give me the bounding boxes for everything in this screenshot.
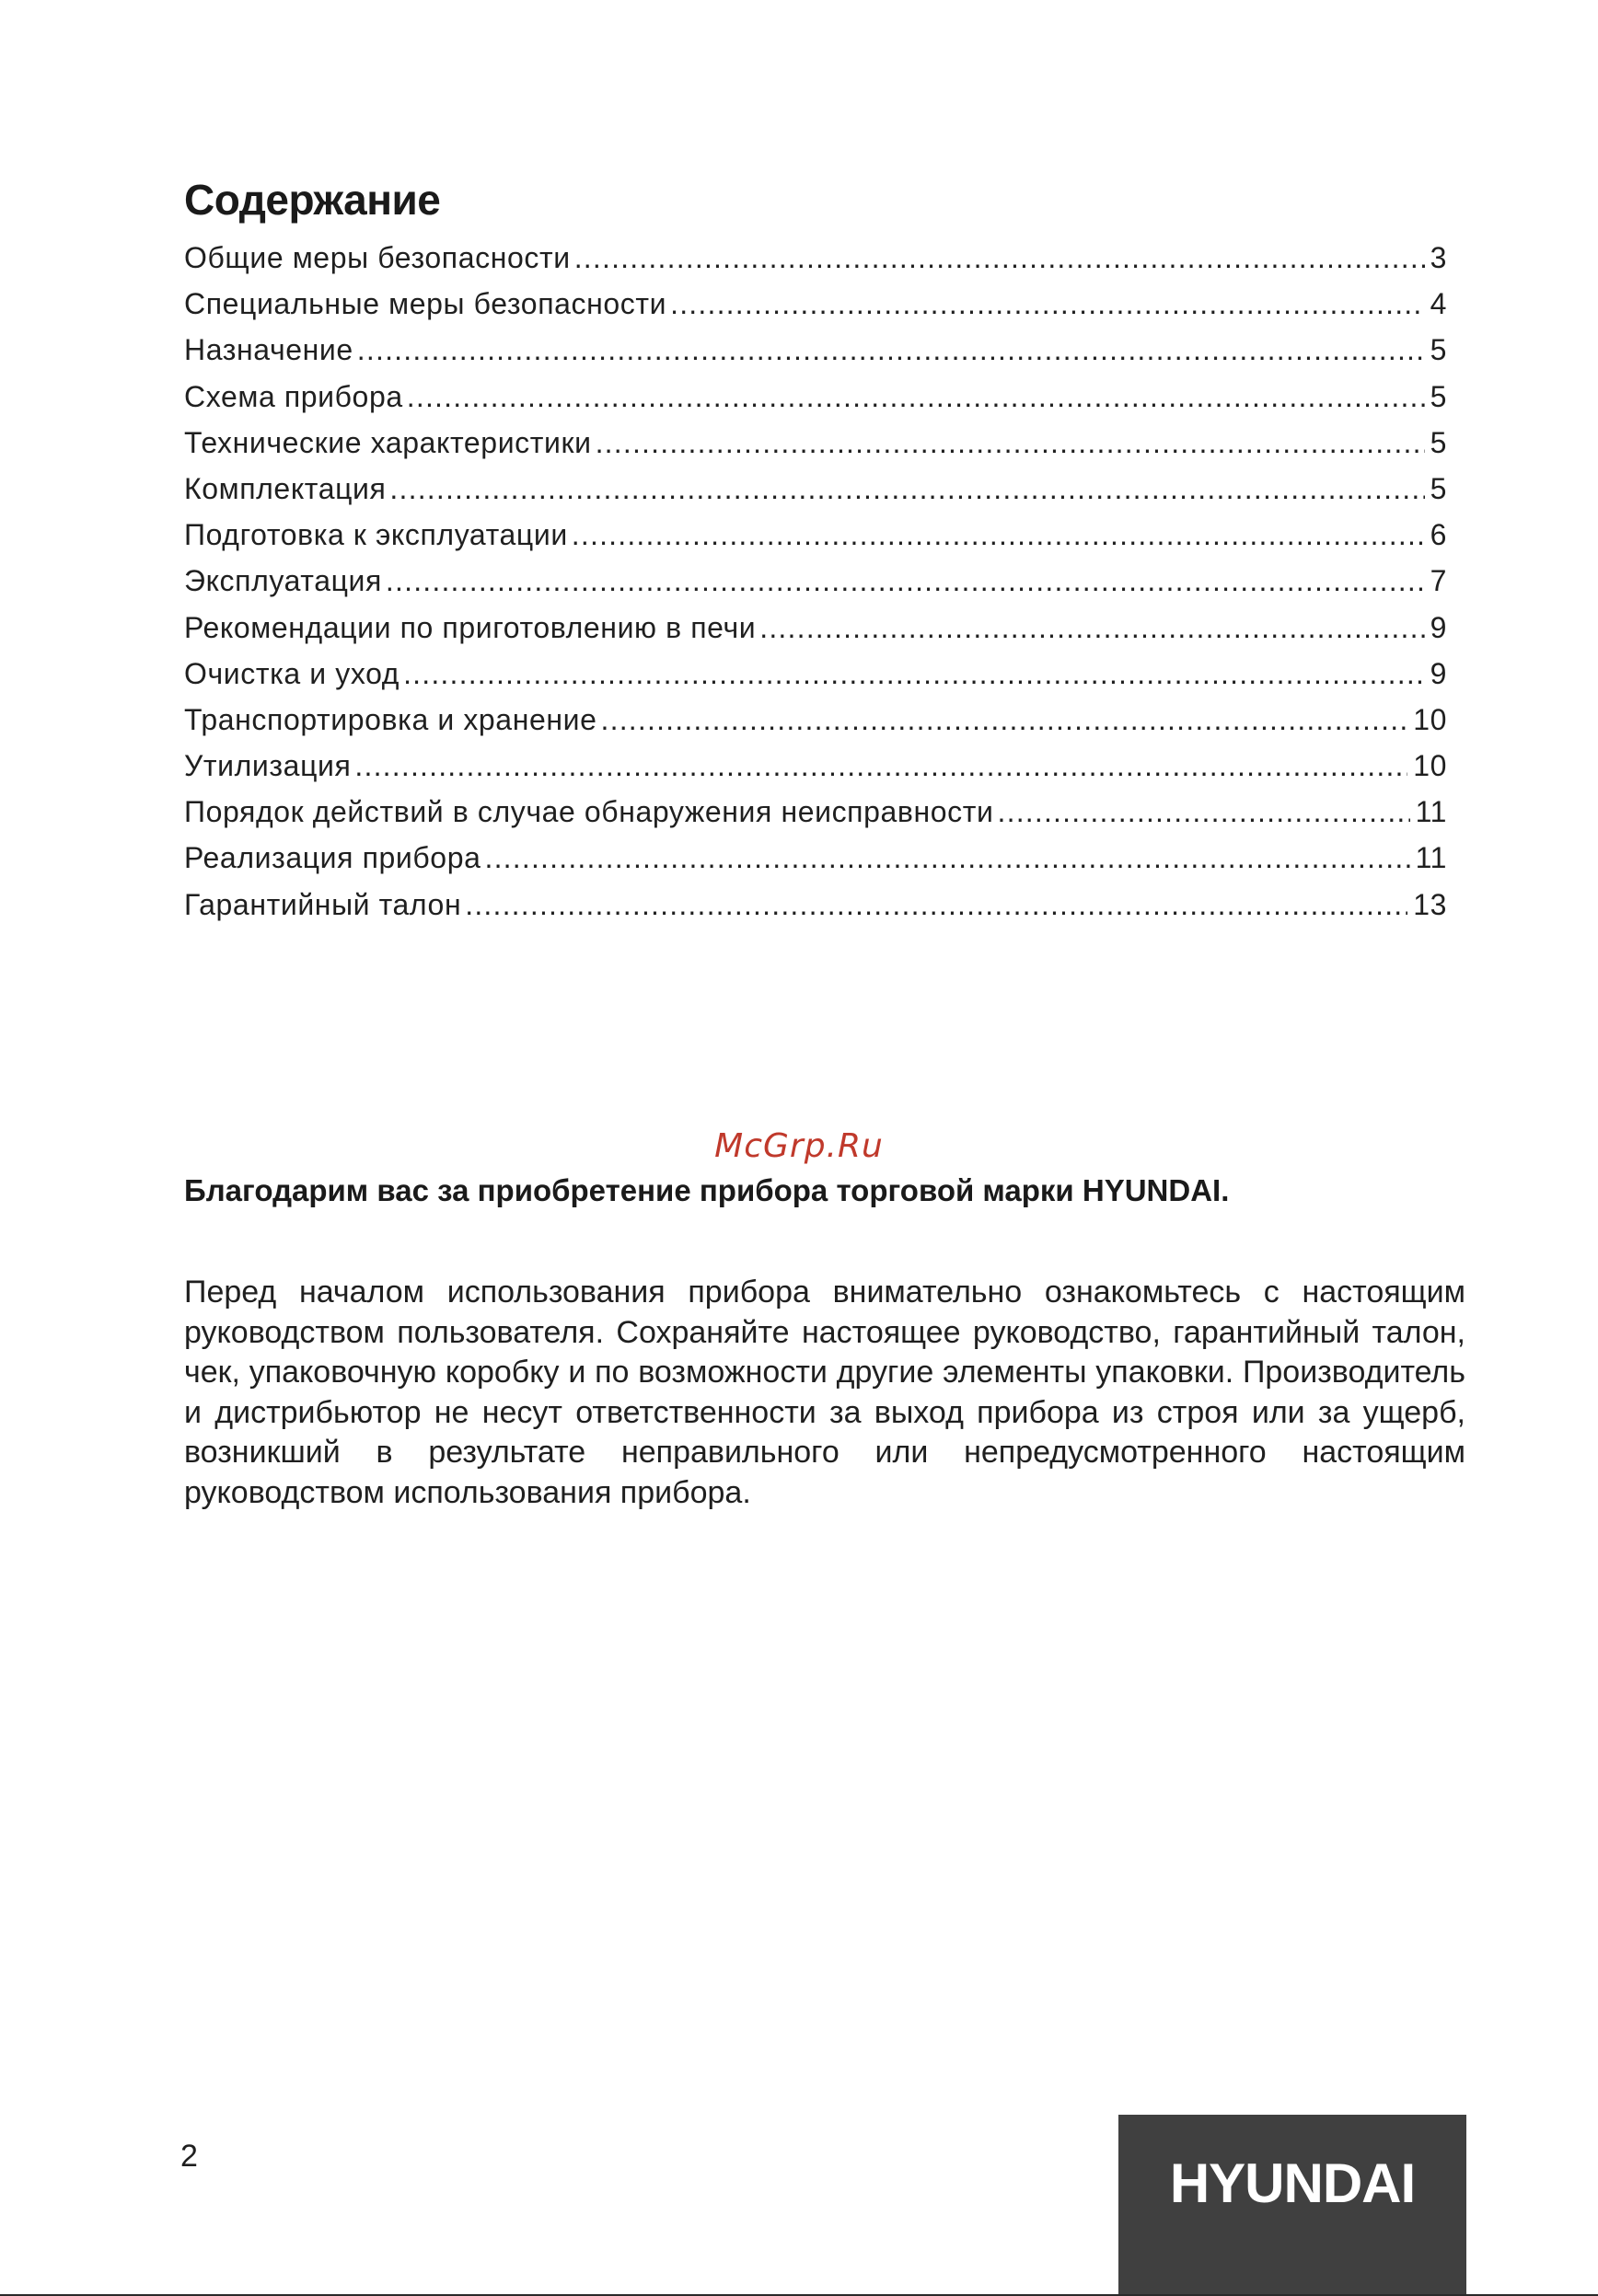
toc-entry-page: 5 (1430, 425, 1447, 459)
toc-entry-label: Общие меры безопасности (184, 241, 571, 274)
watermark-link[interactable]: McGrp.Ru (714, 1127, 884, 1165)
toc-entry[interactable] (184, 841, 1447, 887)
toc-entry-page: 7 (1430, 564, 1447, 598)
toc-entry[interactable] (184, 611, 1447, 657)
toc-entry-label: Порядок действий в случае обнаружения неисправности (184, 795, 994, 829)
toc-entry-page: 13 (1413, 887, 1447, 921)
toc-leader-dots (998, 795, 1410, 829)
toc-entry[interactable] (184, 380, 1447, 426)
toc-leader-dots (354, 749, 1407, 783)
toc-entry[interactable] (184, 888, 1447, 934)
toc-leader-dots (574, 241, 1425, 275)
toc-entry-page: 9 (1430, 656, 1447, 690)
thanks-heading: Благодарим вас за приобретение прибора торговой марки HYUNDAI. (184, 1173, 1230, 1207)
toc-leader-dots (670, 287, 1424, 321)
toc-entry[interactable] (184, 287, 1447, 333)
toc-entry[interactable] (184, 703, 1447, 749)
toc-entry-page: 5 (1430, 333, 1447, 367)
brand-logo: HYUNDAI (1169, 2152, 1416, 2214)
intro-paragraph: Перед началом использования прибора внимательно ознакомьтесь с настоящим руководством пользователя. Сохраняйте настоящее руководство, гарантийный талон, чек, упаковочную коробку и по возможности другие элементы упаковки. Производитель и дистрибьютор не несут ответственности за выход прибора из строя или за ущерб, возникший в результате неправильного или непредусмотренного настоящим руководством использования прибора. (184, 1275, 1465, 1510)
toc-entry-page: 11 (1415, 795, 1447, 829)
toc-entry[interactable] (184, 241, 1447, 287)
toc-leader-dots (759, 611, 1424, 645)
page-number: 2 (180, 2139, 198, 2174)
toc-leader-dots (357, 333, 1425, 367)
toc-leader-dots (465, 888, 1407, 922)
toc-leader-dots (485, 841, 1410, 875)
toc-entry-label: Эксплуатация (184, 564, 382, 598)
toc-entry[interactable] (184, 426, 1447, 472)
toc-entry-label: Назначение (184, 333, 353, 367)
toc-entry[interactable] (184, 749, 1447, 795)
toc-entry-label: Подготовка к эксплуатации (184, 518, 568, 552)
toc-entry[interactable] (184, 795, 1447, 841)
toc-leader-dots (386, 564, 1425, 598)
toc-leader-dots (596, 426, 1425, 460)
toc-entry-label: Гарантийный талон (184, 887, 462, 921)
toc-entry-page: 3 (1430, 241, 1447, 274)
toc-entry-label: Специальные меры безопасности (184, 287, 667, 321)
toc-entry[interactable] (184, 564, 1447, 610)
table-of-contents (184, 241, 1447, 934)
toc-leader-dots (403, 657, 1425, 691)
toc-leader-dots (601, 703, 1408, 737)
toc-entry-label: Утилизация (184, 749, 352, 783)
toc-entry-page: 10 (1413, 749, 1447, 783)
toc-entry[interactable] (184, 472, 1447, 518)
toc-entry[interactable] (184, 518, 1447, 564)
toc-entry-page: 9 (1430, 610, 1447, 644)
brand-logo-box (1118, 2115, 1466, 2296)
toc-leader-dots (572, 518, 1425, 552)
toc-entry-label: Технические характеристики (184, 425, 592, 459)
toc-entry-label: Очистка и уход (184, 656, 400, 690)
toc-entry-page: 5 (1430, 379, 1447, 413)
toc-entry-page: 11 (1415, 841, 1447, 875)
toc-entry-page: 4 (1430, 287, 1447, 321)
toc-entry-label: Рекомендации по приготовлению в печи (184, 610, 757, 644)
toc-entry-page: 5 (1430, 471, 1447, 505)
page-title: Содержание (184, 176, 441, 224)
toc-entry-label: Схема прибора (184, 379, 403, 413)
toc-entry-label: Комплектация (184, 471, 387, 505)
toc-entry-label: Транспортировка и хранение (184, 702, 597, 736)
toc-entry[interactable] (184, 657, 1447, 703)
toc-leader-dots (389, 472, 1424, 506)
toc-entry[interactable] (184, 333, 1447, 379)
toc-entry-label: Реализация прибора (184, 841, 481, 875)
toc-entry-page: 6 (1430, 518, 1447, 552)
toc-entry-page: 10 (1413, 702, 1447, 736)
toc-leader-dots (407, 380, 1425, 414)
